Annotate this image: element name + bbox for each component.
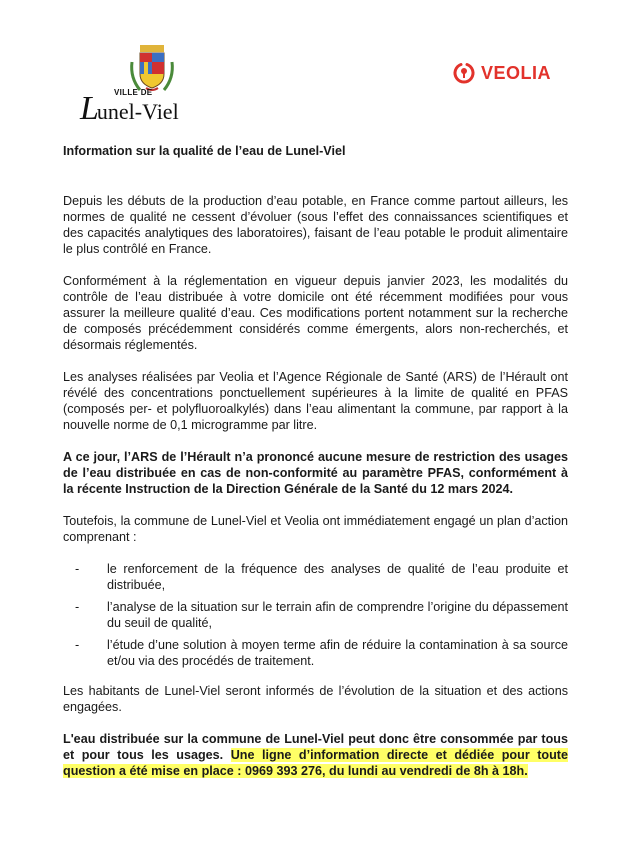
paragraph-regulation: Conformément à la réglementation en vigueur depuis janvier 2023, les modalités du contrôle de l’eau distribuée à votre domicile ont été récemment modifiées pour vous assurer la meilleure qualité d’eau. Ces modifications portent notamment sur la recherche de composés précédemment considérés comme émergents, alors non-recherchés, et désormais réglementés. xyxy=(63,274,568,352)
veolia-logo xyxy=(452,60,551,86)
document-body xyxy=(63,143,568,795)
paragraph-intro: Depuis les débuts de la production d’eau potable, en France comme partout ailleurs, les normes de qualité ne cessent d’évoluer (sous l’effet des connaissances scientifiques et des capacités analytiques des laboratoires), faisant de l’eau potable le produit alimentaire le plus contrôlé en France. xyxy=(63,194,568,256)
list-item: - l’étude d’une solution à moyen terme afin de réduire la contamination à sa source et/ou via des procédés de traitement. xyxy=(75,638,568,668)
paragraph-action-plan-intro: Toutefois, la commune de Lunel-Viel et Veolia ont immédiatement engagé un plan d’action comprenant : xyxy=(63,514,568,544)
paragraph-analyses: Les analyses réalisées par Veolia et l’Agence Régionale de Santé (ARS) de l’Hérault ont révélé des concentrations ponctuellement supérieures à la limite de qualité en PFAS (composés per- et polyfluoroalkylés) dans l’eau alimentant la commune, par rapport à la nouvelle norme de 0,1 microgramme par litre. xyxy=(63,370,568,432)
bullet-dash: - xyxy=(75,600,80,614)
paragraph-follow-up: Les habitants de Lunel-Viel seront informés de l’évolution de la situation et des actions engagées. xyxy=(63,684,568,714)
lunel-viel-logo xyxy=(80,40,190,127)
paragraph-conclusion xyxy=(63,731,568,779)
document-title: Information sur la qualité de l’eau de Lunel-Viel xyxy=(63,144,346,158)
ville-de-label: VILLE DE xyxy=(114,88,153,97)
list-item: - l’analyse de la situation sur le terrain afin de comprendre l’origine du dépassement du seuil de qualité, xyxy=(75,600,568,630)
hotline-highlight: Une ligne d’information directe et dédiée pour toute question a été mise en place : 0969 393 276, du lundi au vendredi de 8h à 18h. xyxy=(63,748,569,778)
paragraph-ars-decision: A ce jour, l’ARS de l’Hérault n’a prononcé aucune mesure de restriction des usages de l’eau distribuée en cas de non-conformité au paramètre PFAS, conformément à la récente Instruction de la Direction Générale de la Santé du 12 mars 2024. xyxy=(63,450,568,496)
veolia-wordmark: VEOLIA xyxy=(481,62,552,83)
bullet-dash: - xyxy=(75,562,80,576)
veolia-symbol-icon xyxy=(452,61,476,85)
municipality-name: Lunel-Viel xyxy=(80,90,179,127)
conclusion-statement: L'eau distribuée sur la commune de Lunel-Viel peut donc être consommée par tous et pour tous les usages. xyxy=(63,732,568,762)
action-list xyxy=(63,561,568,669)
list-item: - le renforcement de la fréquence des analyses de qualité de l’eau produite et distribuée, xyxy=(75,562,568,592)
bullet-dash: - xyxy=(75,638,80,652)
